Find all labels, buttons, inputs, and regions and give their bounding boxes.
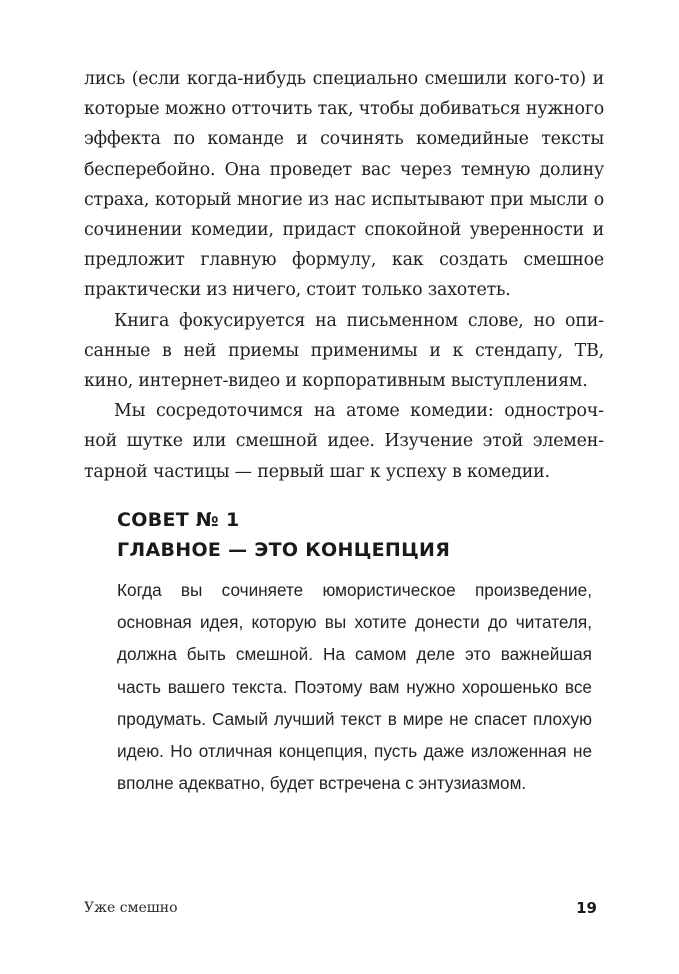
tip-title: ГЛАВНОЕ — ЭТО КОНЦЕПЦИЯ	[117, 539, 451, 561]
page-number: 19	[576, 899, 597, 917]
paragraph-comedy-atom: Мы сосредоточимся на атоме комедии: однострочной шутке или смешной идее. Изучение этой элементарной частицы — первый шаг к успеху в комедии.	[84, 401, 604, 482]
paragraph-continued: лись (если когда-нибудь специально смешили кого-то) и которые можно отточить так, чтобы добиваться нужного эффекта по команде и сочинять комедийные тексты бесперебойно. Она проведет вас через темную долину страха, который многие из нас испытывают при мысли о сочинении комедии, придаст спокойной уверенности и предложит главную формулу, как создать смешное практически из ничего, стоит только захотеть.	[84, 69, 604, 301]
running-footer-title: Уже смешно	[84, 900, 178, 916]
tip-body-text: Когда вы сочиняете юмористическое произведение, основная идея, которую вы хотите донести до читателя, должна быть смешной. На самом деле это важнейшая часть вашего текста. Поэтому вам нужно хорошенько все продумать. Самый лучший текст в мире не спасет плохую идею. Но отличная концепция, пусть даже изложенная не вполне адекватно, будет встречена с энтузиазмом.	[117, 580, 592, 794]
paragraph-book-focus: Книга фокусируется на письменном слове, но описанные в ней приемы применимы и к стендапу, ТВ, кино, интернет-видео и корпоративным выступлениям.	[84, 310, 604, 392]
tip-number: СОВЕТ № 1	[117, 509, 240, 531]
tip-heading	[117, 505, 450, 565]
main-text	[84, 64, 604, 487]
